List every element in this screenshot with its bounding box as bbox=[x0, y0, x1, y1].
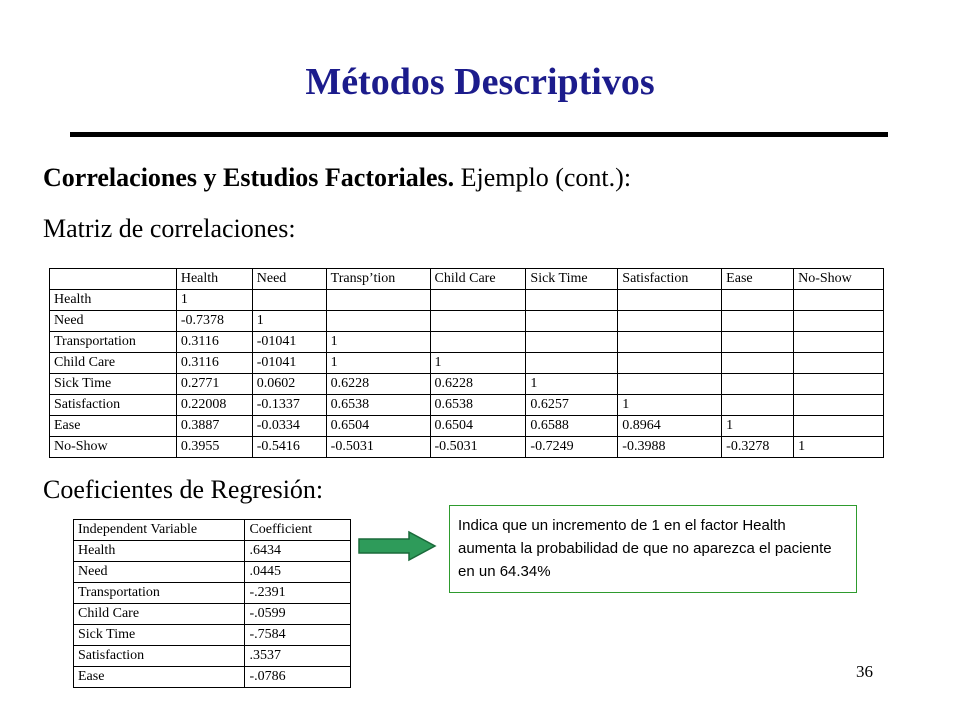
correlation-matrix-table bbox=[49, 268, 884, 458]
value-cell: -0.7249 bbox=[526, 437, 618, 458]
row-label-cell: Child Care bbox=[74, 604, 245, 625]
value-cell: 0.6257 bbox=[526, 395, 618, 416]
correlation-row bbox=[50, 311, 884, 332]
value-cell: 0.6228 bbox=[326, 374, 430, 395]
regression-row bbox=[74, 583, 351, 604]
correlation-row bbox=[50, 332, 884, 353]
value-cell: .3537 bbox=[245, 646, 351, 667]
value-cell: -.7584 bbox=[245, 625, 351, 646]
header-cell: Coefficient bbox=[245, 520, 351, 541]
value-cell: 1 bbox=[722, 416, 794, 437]
subtitle-bold: Correlaciones y Estudios Factoriales. bbox=[43, 163, 455, 192]
section-matrix-heading: Matriz de correlaciones: bbox=[43, 214, 296, 243]
header-cell: Transp’tion bbox=[326, 269, 430, 290]
row-label-cell: Transportation bbox=[74, 583, 245, 604]
value-cell: 1 bbox=[176, 290, 252, 311]
right-arrow-icon bbox=[357, 530, 437, 562]
value-cell bbox=[722, 311, 794, 332]
header-cell: Health bbox=[176, 269, 252, 290]
row-label-cell: Transportation bbox=[50, 332, 177, 353]
regression-row bbox=[74, 562, 351, 583]
regression-row-header bbox=[74, 520, 351, 541]
value-cell: -0.3278 bbox=[722, 437, 794, 458]
value-cell: 1 bbox=[326, 332, 430, 353]
correlation-row bbox=[50, 437, 884, 458]
correlation-row bbox=[50, 353, 884, 374]
value-cell: 1 bbox=[794, 437, 884, 458]
regression-row bbox=[74, 625, 351, 646]
value-cell bbox=[794, 395, 884, 416]
value-cell: 0.6588 bbox=[526, 416, 618, 437]
value-cell: 1 bbox=[326, 353, 430, 374]
row-label-cell: Sick Time bbox=[50, 374, 177, 395]
value-cell bbox=[526, 290, 618, 311]
value-cell: -0.7378 bbox=[176, 311, 252, 332]
value-cell: -0.1337 bbox=[252, 395, 326, 416]
row-label-cell: Health bbox=[74, 541, 245, 562]
correlation-row-header bbox=[50, 269, 884, 290]
value-cell bbox=[722, 374, 794, 395]
value-cell: 0.3887 bbox=[176, 416, 252, 437]
value-cell: 0.6504 bbox=[326, 416, 430, 437]
value-cell: -01041 bbox=[252, 353, 326, 374]
value-cell: -0.5031 bbox=[430, 437, 526, 458]
value-cell bbox=[722, 290, 794, 311]
value-cell: 0.2771 bbox=[176, 374, 252, 395]
value-cell bbox=[326, 290, 430, 311]
value-cell bbox=[326, 311, 430, 332]
value-cell bbox=[618, 353, 722, 374]
value-cell bbox=[618, 290, 722, 311]
slide-subtitle bbox=[43, 163, 631, 193]
value-cell bbox=[430, 332, 526, 353]
header-cell: No-Show bbox=[794, 269, 884, 290]
value-cell: -.0786 bbox=[245, 667, 351, 688]
row-label-cell: Health bbox=[50, 290, 177, 311]
value-cell: -0.5031 bbox=[326, 437, 430, 458]
value-cell bbox=[794, 290, 884, 311]
regression-row bbox=[74, 541, 351, 562]
value-cell bbox=[618, 374, 722, 395]
correlation-row bbox=[50, 416, 884, 437]
value-cell: -0.0334 bbox=[252, 416, 326, 437]
value-cell: -01041 bbox=[252, 332, 326, 353]
header-cell: Independent Variable bbox=[74, 520, 245, 541]
row-label-cell: Child Care bbox=[50, 353, 177, 374]
row-label-cell: No-Show bbox=[50, 437, 177, 458]
page-number: 36 bbox=[856, 662, 873, 681]
value-cell bbox=[430, 290, 526, 311]
value-cell bbox=[722, 353, 794, 374]
row-label-cell: Need bbox=[74, 562, 245, 583]
row-label-cell: Ease bbox=[74, 667, 245, 688]
value-cell: 1 bbox=[430, 353, 526, 374]
value-cell bbox=[794, 416, 884, 437]
value-cell bbox=[430, 311, 526, 332]
header-cell bbox=[50, 269, 177, 290]
value-cell bbox=[722, 395, 794, 416]
regression-coefficients-table bbox=[73, 519, 351, 688]
header-cell: Need bbox=[252, 269, 326, 290]
title-divider bbox=[70, 132, 888, 137]
value-cell: -0.3988 bbox=[618, 437, 722, 458]
correlation-row bbox=[50, 374, 884, 395]
section-regression-heading: Coeficientes de Regresión: bbox=[43, 475, 324, 504]
value-cell: -.0599 bbox=[245, 604, 351, 625]
value-cell: -0.5416 bbox=[252, 437, 326, 458]
row-label-cell: Satisfaction bbox=[74, 646, 245, 667]
value-cell: .6434 bbox=[245, 541, 351, 562]
value-cell bbox=[252, 290, 326, 311]
value-cell: 0.3116 bbox=[176, 353, 252, 374]
regression-row bbox=[74, 604, 351, 625]
correlation-row bbox=[50, 395, 884, 416]
value-cell bbox=[794, 353, 884, 374]
value-cell: 0.6504 bbox=[430, 416, 526, 437]
subtitle-rest: Ejemplo (cont.): bbox=[454, 163, 632, 192]
row-label-cell: Satisfaction bbox=[50, 395, 177, 416]
regression-row bbox=[74, 667, 351, 688]
row-label-cell: Need bbox=[50, 311, 177, 332]
value-cell bbox=[794, 374, 884, 395]
slide-title: Métodos Descriptivos bbox=[305, 61, 655, 103]
header-cell: Satisfaction bbox=[618, 269, 722, 290]
value-cell: 0.8964 bbox=[618, 416, 722, 437]
row-label-cell: Ease bbox=[50, 416, 177, 437]
value-cell bbox=[526, 353, 618, 374]
value-cell: 0.6538 bbox=[430, 395, 526, 416]
value-cell: -.2391 bbox=[245, 583, 351, 604]
value-cell bbox=[794, 311, 884, 332]
header-cell: Ease bbox=[722, 269, 794, 290]
header-cell: Child Care bbox=[430, 269, 526, 290]
value-cell bbox=[722, 332, 794, 353]
value-cell: 1 bbox=[618, 395, 722, 416]
value-cell: 0.6538 bbox=[326, 395, 430, 416]
value-cell bbox=[526, 311, 618, 332]
value-cell: 0.0602 bbox=[252, 374, 326, 395]
header-cell: Sick Time bbox=[526, 269, 618, 290]
value-cell: 1 bbox=[526, 374, 618, 395]
callout-box: Indica que un incremento de 1 en el factor Health aumenta la probabilidad de que no aparezca el paciente en un 64.34% bbox=[449, 505, 857, 593]
correlation-row bbox=[50, 290, 884, 311]
value-cell: 0.3955 bbox=[176, 437, 252, 458]
value-cell: 1 bbox=[252, 311, 326, 332]
regression-row bbox=[74, 646, 351, 667]
value-cell: .0445 bbox=[245, 562, 351, 583]
value-cell: 0.3116 bbox=[176, 332, 252, 353]
value-cell bbox=[526, 332, 618, 353]
value-cell: 0.22008 bbox=[176, 395, 252, 416]
row-label-cell: Sick Time bbox=[74, 625, 245, 646]
value-cell bbox=[794, 332, 884, 353]
value-cell bbox=[618, 332, 722, 353]
value-cell: 0.6228 bbox=[430, 374, 526, 395]
value-cell bbox=[618, 311, 722, 332]
